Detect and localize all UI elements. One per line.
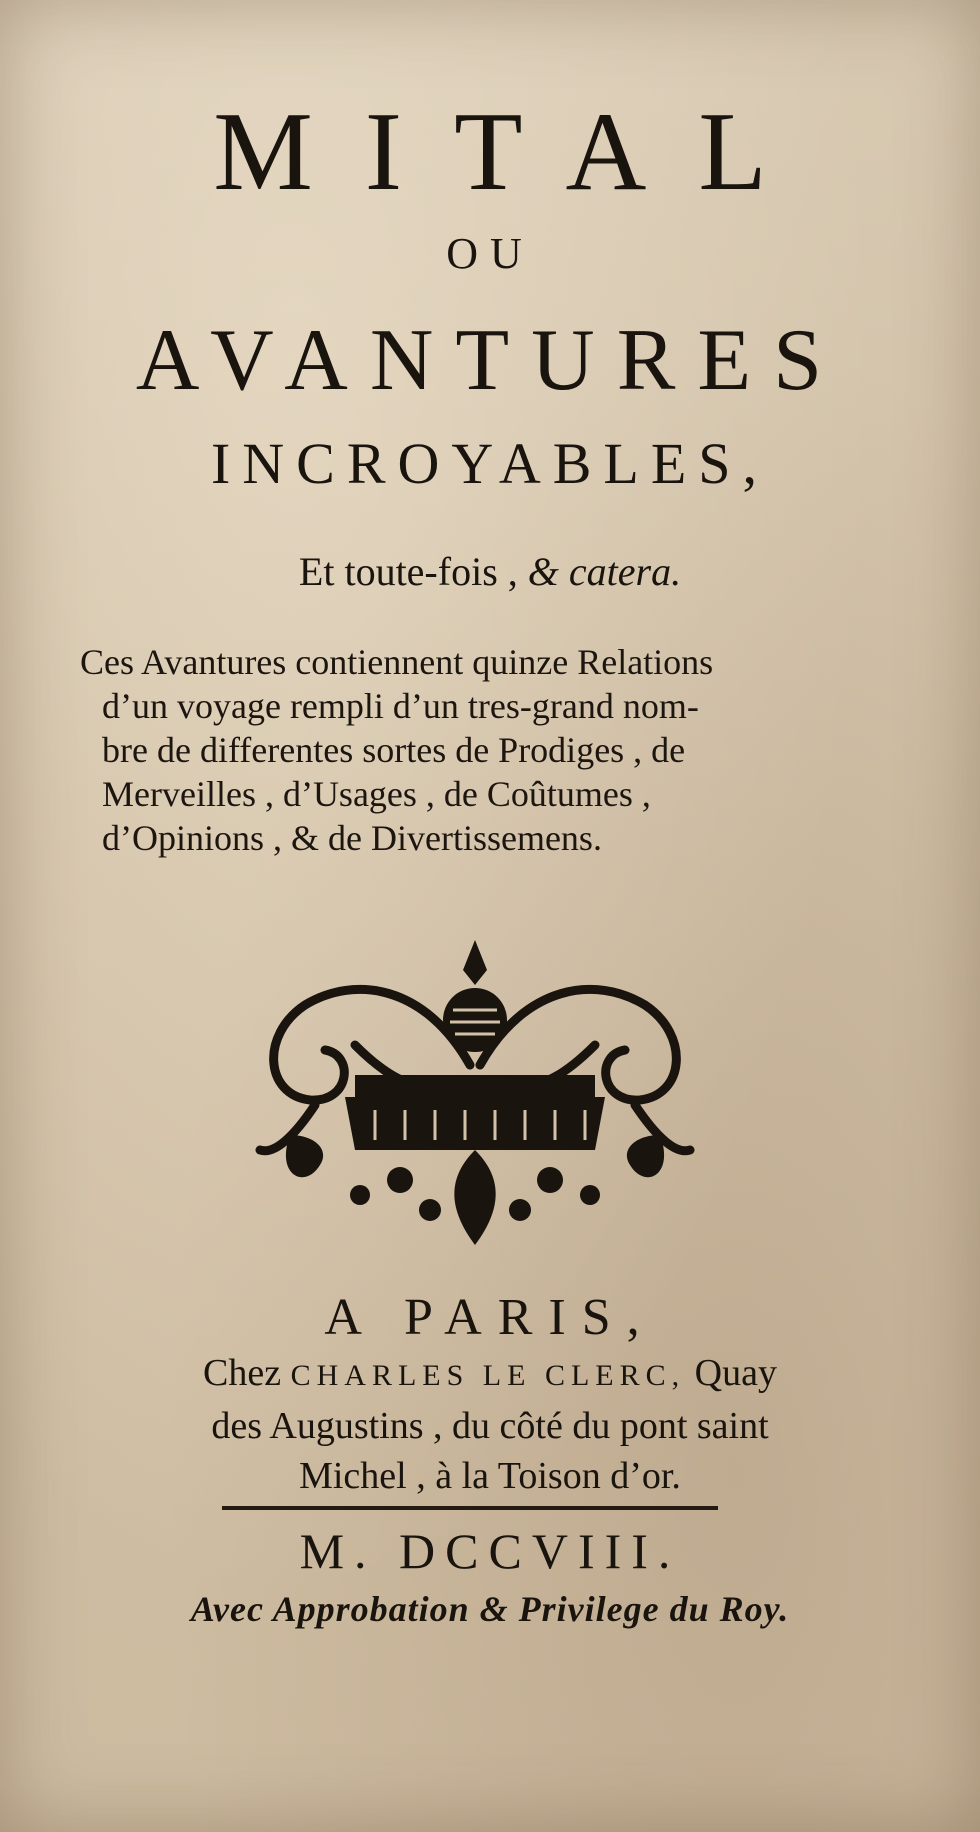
description-line: d’un voyage rempli d’un tres-grand nom-	[102, 686, 699, 726]
imprint-line-3: Michel , à la Toison d’or.	[299, 1455, 681, 1497]
imprint-place: A PARIS,	[324, 1289, 656, 1346]
imprint-chez: Chez	[203, 1352, 282, 1394]
imprint-quay: Quay	[694, 1352, 777, 1394]
title-or: OU	[446, 229, 534, 278]
imprint	[70, 1348, 910, 1501]
subtitle-regular: Et toute-fois ,	[298, 549, 518, 594]
title-line-incroyables: INCROYABLES,	[210, 431, 770, 496]
description-line: Ces Avantures contiennent quinze Relations	[80, 642, 714, 682]
description-line: bre de differentes sortes de Prodiges , de	[102, 730, 686, 770]
printers-ornament-icon	[235, 925, 715, 1255]
divider-rule	[222, 1506, 718, 1510]
imprint-line-1	[70, 1348, 910, 1401]
description-line: Merveilles , d’Usages , de Coûtumes ,	[102, 774, 651, 814]
imprint-line-2: des Augustins , du côté du pont saint	[211, 1405, 769, 1447]
approbation-line: Avec Approbation & Privilege du Roy.	[190, 1589, 790, 1629]
publication-date: M. DCCVIII.	[299, 1523, 681, 1579]
subtitle	[0, 548, 980, 595]
title-main: MITAL	[213, 90, 819, 214]
description-line: d’Opinions , & de Divertissemens.	[102, 818, 602, 858]
description	[60, 640, 920, 860]
printer-name: CHARLES LE CLERC,	[290, 1359, 686, 1392]
subtitle-italic: & catera.	[527, 549, 682, 594]
title-line-avantures: AVANTURES	[135, 312, 845, 409]
